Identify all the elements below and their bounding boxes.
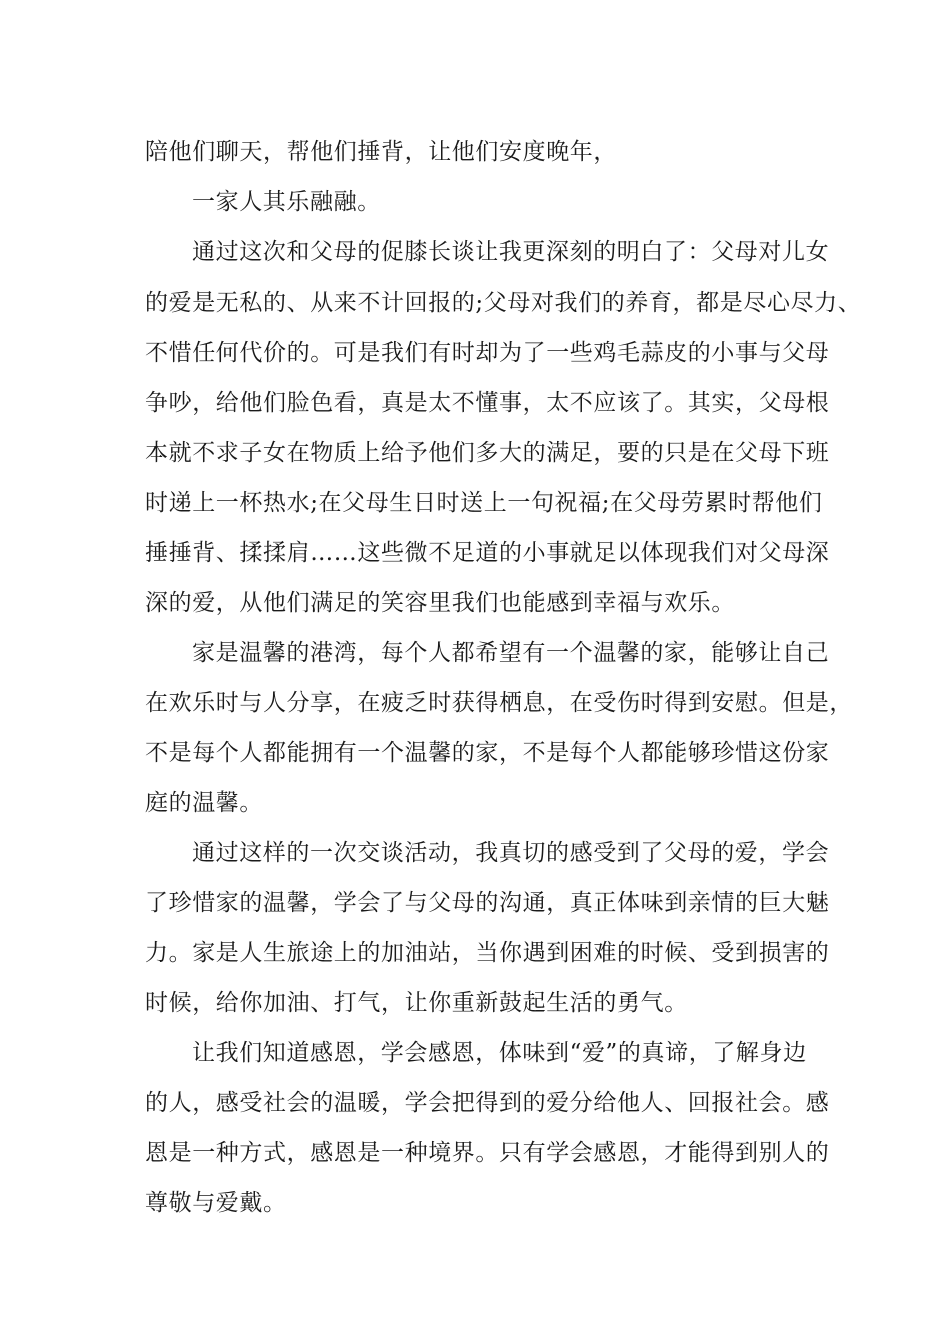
text-line: 的人，感受社会的温暖，学会把得到的爱分给他人、回报社会。感 (145, 1090, 830, 1116)
text-line: 庭的温馨。 (145, 790, 263, 816)
text-line: 恩是一种方式，感恩是一种境界。只有学会感恩，才能得到别人的 (145, 1140, 830, 1166)
paragraph-first-line: 通过这样的一次交谈活动，我真切的感受到了父母的爱，学会 (192, 840, 830, 866)
text-line: 的爱是无私的、从来不计回报的;父母对我们的养育，都是尽心尽力、 (145, 290, 862, 316)
text-line: 捶捶背、揉揉肩……这些微不足道的小事就足以体现我们对父母深 (145, 540, 830, 566)
text-line: 本就不求子女在物质上给予他们多大的满足，要的只是在父母下班 (145, 440, 830, 466)
paragraph-first-line: 一家人其乐融融。 (192, 189, 381, 215)
text-line: 深的爱，从他们满足的笑容里我们也能感到幸福与欢乐。 (145, 590, 735, 616)
text-line: 在欢乐时与人分享，在疲乏时获得栖息，在受伤时得到安慰。但是， (145, 690, 853, 716)
text-line: 力。家是人生旅途上的加油站，当你遇到困难的时候、受到损害的 (145, 940, 830, 966)
text-line: 不惜任何代价的。可是我们有时却为了一些鸡毛蒜皮的小事与父母 (145, 340, 830, 366)
text-line: 时递上一杯热水;在父母生日时送上一句祝福;在父母劳累时帮他们 (145, 490, 823, 516)
text-line: 陪他们聊天，帮他们捶背，让他们安度晚年， (145, 139, 617, 165)
paragraph-first-line: 家是温馨的港湾，每个人都希望有一个温馨的家，能够让自己 (192, 640, 830, 666)
text-line: 时候，给你加油、打气，让你重新鼓起生活的勇气。 (145, 990, 688, 1016)
text-line: 争吵，给他们脸色看，真是太不懂事，太不应该了。其实，父母根 (145, 390, 830, 416)
text-line: 不是每个人都能拥有一个温馨的家，不是每个人都能够珍惜这份家 (145, 740, 830, 766)
paragraph-first-line: 让我们知道感恩，学会感恩，体味到“爱”的真谛，了解身边 (192, 1040, 807, 1066)
text-line: 尊敬与爱戴。 (145, 1190, 287, 1216)
paragraph-first-line: 通过这次和父母的促膝长谈让我更深刻的明白了：父母对儿女 (192, 239, 830, 265)
text-line: 了珍惜家的温馨，学会了与父母的沟通，真正体味到亲情的巨大魅 (145, 890, 830, 916)
